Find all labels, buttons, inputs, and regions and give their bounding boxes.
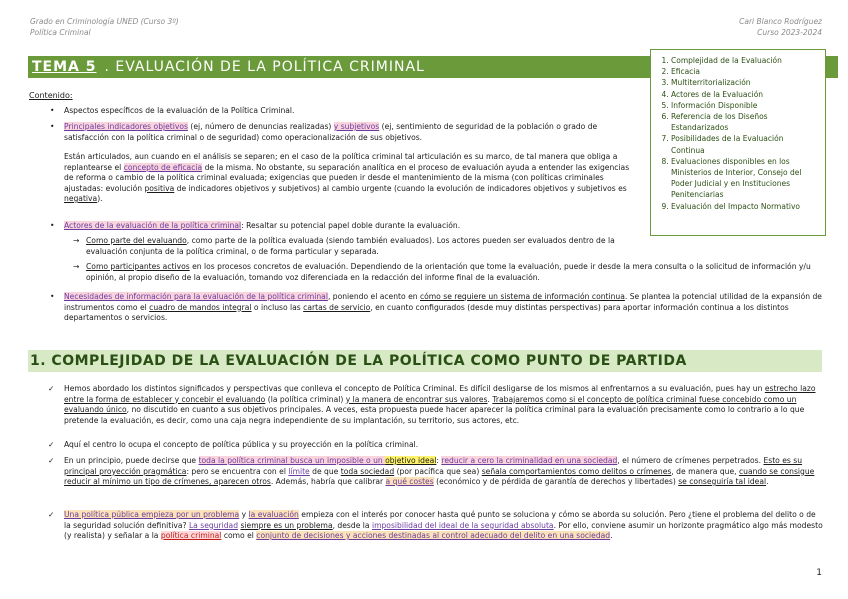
text-span: de indicadores objetivos y subjetivos) al cambio urgente (cuando la evolución de indicadores objetivos y subjetivos es [174,183,627,193]
year-line: Curso 2023-2024 [757,28,822,37]
subject-line: Política Criminal [30,28,91,37]
toc-item: 3. Multiterritorialización [671,77,819,88]
section-heading: 1. COMPLEJIDAD DE LA EVALUACIÓN DE LA POLÍTICA COMO PUNTO DE PARTIDA [30,353,687,369]
bullet-indicators [64,122,632,143]
highlight-definition: conjunto de decisiones y acciones destinadas al control adecuado del delito en una sociedad [256,531,611,540]
highlight-evaluation: la evaluación [248,510,299,519]
header-right [739,16,822,38]
text-span: (ej, sentimiento de seguridad de la población o grado de satisfacción con la política criminal o de seguridad) como operacionalización de sus objetivos. [64,122,598,142]
chapter-number: TEMA 5 [32,59,97,75]
text-span: : [436,456,442,465]
toc-item: 9. Evaluación del Impacto Normativo [671,201,819,212]
check-item-1 [64,384,824,426]
text-span: empieza con el interés por conocer hasta qué punto se soluciona y cómo se aborda su solución. Pero ¿tiene el problema del delito o de la seguridad solución definitiva? [64,510,816,530]
header-left [30,16,179,38]
toc-item: 8. Evaluaciones disponibles en los Ministerios de Interior, Consejo del Poder Judicial y en Instituciones Penitenciarias [671,156,819,201]
table-of-contents [650,49,826,236]
text-span: y [239,510,249,519]
text-span: (ej, número de denuncias realizadas) [187,122,334,131]
text-span: (por pacífica que sea) [394,466,482,476]
underlined-text: Como parte del evaluando [86,236,187,245]
text-span: . [610,531,613,540]
highlight-information-needs: Necesidades de información para la evaluación de la política criminal [64,292,328,301]
check-item-2 [64,440,824,451]
underlined-text: límite [288,466,310,476]
text-span: en los procesos concretos de evaluación. Dependiendo de la orientación que tome la evaluación, puede ir desde la mera consulta o la solicitud de información y/u opinión, al propio diseño de la evaluación, tomando voz diferenciada en la redacción del informe final de la evaluación. [86,262,811,282]
text-span: , en cuanto configurados (desde muy distintas perspectivas) para aportar información continua a los distintos departamentos o servicios. [64,302,789,322]
check-item-3 [64,456,824,488]
text-span: . [487,394,493,404]
text-span: Aquí el centro lo ocupa el concepto de política pública y su proyección en la política criminal. [64,440,419,449]
page-number: 1 [816,568,822,578]
toc-item: 2. Eficacia [671,66,819,77]
highlight-criminal-policy: política criminal [160,531,222,540]
highlight-ideal-objective: objetivo ideal [385,456,437,465]
toc-item: 4. Actores de la Evaluación [671,89,819,100]
underlined-text: siempre es un problema [240,520,333,530]
highlight-efficacy: concepto de eficacia [123,162,203,172]
text-span: como el [221,531,257,540]
toc-item: 6. Referencia de los Diseños Estandarizados [671,111,819,133]
toc-item: 7. Posibilidades de la Evaluación Continua [671,133,819,155]
highlight-impossible: toda la política criminal busca un imposible o un [198,456,386,465]
highlight-reduce-crime: reducir a cero la criminalidad en una sociedad [441,456,618,465]
text-span: , de manera que, [671,466,739,476]
text-span: , desde la [332,520,372,530]
text-span: , el número de crímenes perpetrados. [617,456,764,465]
underlined-text: Como participantes activos [86,262,190,271]
underlined-text: cuando se consigue reducir al mínimo un tipo de crímenes, aparecen otros [64,466,815,486]
author-line: Cari Blanco Rodríguez [739,17,822,26]
text-span: . [766,477,769,486]
underlined-text: toda sociedad [340,466,395,476]
bullet-information-needs [64,292,826,324]
highlight-indicators: Principales indicadores objetivos [64,122,188,131]
text-span: , poniendo el acento en [327,292,420,301]
check-item-4 [64,510,824,542]
text-span: Están articulados, aun cuando en el análisis se separen; en el caso de la política criminal tal articulación es su marco, de tal manera que obliga a replantearse el [64,152,618,172]
highlight-actors: Actores de la evaluación de la política criminal [64,221,242,230]
text-span: En un principio, puede decirse que [64,456,199,465]
underlined-text: cartas de servicio [303,302,371,312]
toc-item: 5. Información Disponible [671,100,819,111]
highlight-subjective: y subjetivos [333,122,380,131]
bullet-aspects [64,106,624,117]
text-span: . Se plantea la potencial utilidad de la expansión de instrumentos como el [64,292,822,312]
underlined-text: Esto es su principal proyección pragmática [64,456,803,476]
text-span: (económico y de pérdida de garantía de derechos y libertades) [433,477,679,486]
section-heading-bar [28,350,822,372]
underlined-text: negativa [64,194,98,203]
toc-item: 1. Complejidad de la Evaluación [671,55,819,66]
text-span: (la política criminal) [265,394,346,404]
contents-label: Contenido: [29,91,73,100]
text-span: . Además, habría que calibrar [270,477,386,486]
indicators-paragraph [64,152,632,205]
text-span: : pero se encuentra con el [186,466,289,476]
arrow-item-participants [86,262,826,283]
course-line: Grado en Criminología UNED (Curso 3º) [30,17,179,26]
text-span: : Resaltar su potencial papel doble durante la evaluación. [241,221,461,230]
underlined-text: se conseguiría tal ideal [678,477,767,486]
underlined-text: cómo se requiere un sistema de información continua [419,292,625,301]
underlined-text: La seguridad [188,520,239,530]
underlined-text: estrecho lazo entre la forma de establecer y concebir el evaluando [64,384,816,404]
text-span: Hemos abordado los distintos significados y perspectivas que conlleva el concepto de Política Criminal. Es difícil desligarse de los mismos al enfrentarnos a su evaluación, pues hay un [64,384,765,393]
underlined-text: y la manera de encontrar sus valores [345,394,488,404]
text-span: , no discutido en cuanto a sus objetivos principales. A veces, esta propuesta puede hacer aparecer la política criminal para la evaluación precisamente como lo contrario a lo que pretende la evaluación, es decir, como una caja negra independiente de su implantación, su territorio, sus actores, etc. [64,405,805,425]
underlined-text: imposibilidad del ideal de la seguridad absoluta [371,520,554,530]
chapter-title [32,59,425,75]
text-span: ). [97,194,103,203]
arrow-item-evaluand [86,236,632,257]
chapter-name: . EVALUACIÓN DE LA POLÍTICA CRIMINAL [104,59,425,75]
highlight-public-policy: Una política pública empieza por un problema [64,510,240,519]
text-span: o incluso las [251,302,304,312]
underlined-text: Trabajaremos como si el concepto de política criminal fuese concebido como un evaluando único [64,394,797,414]
bullet-actors [64,221,632,232]
text-span: de la misma. No obstante, su separación analítica en el proceso de evaluación ayuda a entender las exigencias de reforma o cambio de la política criminal evaluada; exigencias que pueden ir desde el mantenimiento de la misma (con políticas criminales ajustadas: evolución [64,162,630,193]
underlined-text: cuadro de mandos integral [149,302,252,312]
underlined-text: señala comportamientos como delitos o crímenes [481,466,672,476]
text-span: , como parte de la política evaluada (siendo también evaluados). Los actores pueden ser evaluados dentro de la evaluación conjunta de la política criminal, o de forma particular y separada. [86,236,615,256]
text-span: . Por ello, conviene asumir un horizonte pragmático algo más modesto (y realista) y señalar a la [64,520,823,540]
underlined-text: positiva [144,183,175,193]
bullet-text: Aspectos específicos de la evaluación de la Política Criminal. [64,106,295,115]
text-span: de que [309,466,341,476]
highlight-costs: a qué costes [385,477,434,486]
